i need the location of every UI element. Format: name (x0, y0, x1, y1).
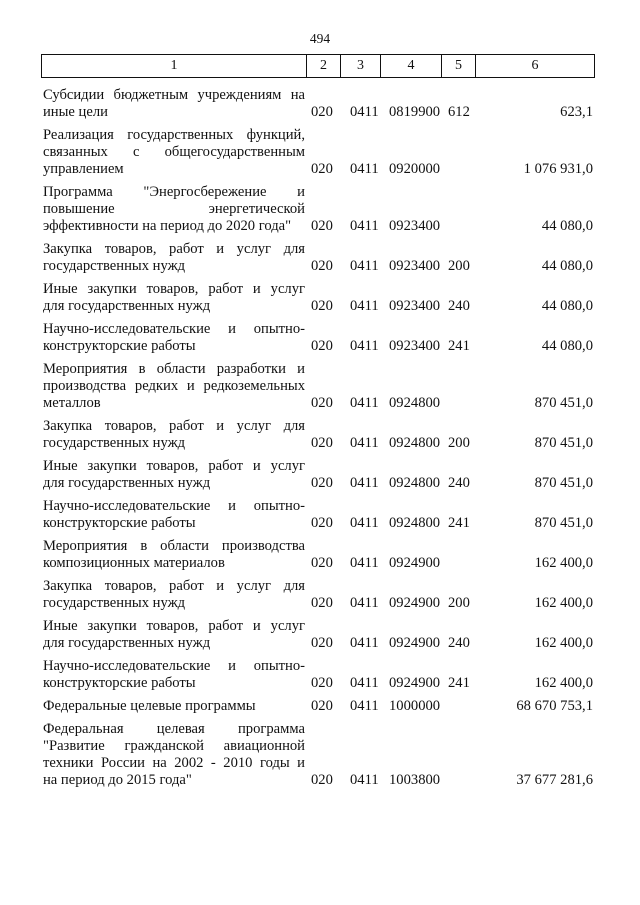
description-line: производства редких и редкоземельных (43, 378, 305, 394)
description-line: эффективности на период до 2020 года" (43, 218, 292, 234)
target-article-code: 0924900 (389, 555, 441, 571)
row-description (43, 361, 305, 412)
description-line: Иные закупки товаров, работ и услуг (43, 618, 305, 634)
description-line: Мероприятия в области производства (43, 538, 305, 554)
table-row (0, 87, 640, 121)
row-description (43, 578, 305, 612)
row-description (43, 281, 305, 315)
ministry-code: 020 (311, 675, 333, 691)
table-row (0, 321, 640, 355)
description-line: Федеральные целевые программы (43, 698, 256, 714)
ministry-code: 020 (311, 595, 333, 611)
section-code: 0411 (350, 475, 379, 491)
table-header (41, 54, 595, 78)
section-code: 0411 (350, 515, 379, 531)
section-code: 0411 (350, 218, 379, 234)
ministry-code: 020 (311, 218, 333, 234)
section-code: 0411 (350, 395, 379, 411)
amount-value: 1 076 931,0 (523, 161, 593, 177)
ministry-code: 020 (311, 698, 333, 714)
description-line: техники России на 2002 - 2010 годы и (43, 755, 305, 771)
expense-type-code: 241 (448, 338, 470, 354)
target-article-code: 0923400 (389, 218, 441, 234)
table-row (0, 281, 640, 315)
row-description (43, 184, 305, 235)
table-row (0, 127, 640, 178)
description-line: металлов (43, 395, 101, 411)
header-col-5: 5 (455, 58, 462, 73)
target-article-code: 0924800 (389, 435, 441, 451)
description-line: Научно-исследовательские и опытно- (43, 498, 305, 514)
description-line: государственных нужд (43, 595, 186, 611)
ministry-code: 020 (311, 555, 333, 571)
ministry-code: 020 (311, 772, 333, 788)
amount-value: 870 451,0 (534, 395, 593, 411)
description-line: Закупка товаров, работ и услуг для (43, 241, 305, 257)
section-code: 0411 (350, 698, 379, 714)
expense-type-code: 241 (448, 675, 470, 691)
target-article-code: 0920000 (389, 161, 441, 177)
table-row (0, 498, 640, 532)
description-line: "Развитие гражданской авиационной (43, 738, 305, 754)
section-code: 0411 (350, 555, 379, 571)
row-description (43, 321, 305, 355)
expense-type-code: 200 (448, 258, 470, 274)
description-line: для государственных нужд (43, 298, 211, 314)
description-line: конструкторские работы (43, 338, 196, 354)
target-article-code: 0819900 (389, 104, 441, 120)
description-line: для государственных нужд (43, 475, 211, 491)
row-description (43, 241, 305, 275)
table-row (0, 658, 640, 692)
description-line: для государственных нужд (43, 635, 211, 651)
expense-type-code: 612 (448, 104, 470, 120)
description-line: Научно-исследовательские и опытно- (43, 321, 305, 337)
amount-value: 44 080,0 (541, 218, 593, 234)
section-code: 0411 (350, 258, 379, 274)
description-line: Иные закупки товаров, работ и услуг (43, 458, 305, 474)
target-article-code: 0924800 (389, 475, 441, 491)
target-article-code: 0924900 (389, 675, 441, 691)
table-row (0, 184, 640, 235)
header-col-2: 2 (320, 58, 327, 73)
target-article-code: 0923400 (389, 298, 441, 314)
ministry-code: 020 (311, 338, 333, 354)
row-description (43, 658, 305, 692)
description-line: Закупка товаров, работ и услуг для (43, 578, 305, 594)
ministry-code: 020 (311, 515, 333, 531)
description-line: управлением (43, 161, 124, 177)
amount-value: 44 080,0 (541, 338, 593, 354)
expense-type-code: 241 (448, 515, 470, 531)
description-line: конструкторские работы (43, 515, 196, 531)
ministry-code: 020 (311, 104, 333, 120)
page-number: 494 (309, 31, 331, 46)
section-code: 0411 (350, 595, 379, 611)
header-col-3: 3 (357, 58, 364, 73)
header-col-6: 6 (531, 58, 539, 73)
section-code: 0411 (350, 161, 379, 177)
row-description (43, 538, 305, 572)
table-row (0, 618, 640, 652)
section-code: 0411 (350, 635, 379, 651)
amount-value: 870 451,0 (534, 475, 593, 491)
table-row (0, 361, 640, 412)
ministry-code: 020 (311, 161, 333, 177)
table-row (0, 241, 640, 275)
table-row (0, 721, 640, 789)
amount-value: 162 400,0 (534, 555, 593, 571)
description-line: повышение энергетической (43, 201, 305, 217)
target-article-code: 0924900 (389, 595, 441, 611)
table-row (0, 418, 640, 452)
section-code: 0411 (350, 772, 379, 788)
description-line: Научно-исследовательские и опытно- (43, 658, 305, 674)
ministry-code: 020 (311, 258, 333, 274)
ministry-code: 020 (311, 395, 333, 411)
ministry-code: 020 (311, 435, 333, 451)
row-description (43, 458, 305, 492)
description-line: Реализация государственных функций, (43, 127, 305, 143)
target-article-code: 1003800 (389, 772, 441, 788)
header-col-1: 1 (170, 58, 178, 73)
ministry-code: 020 (311, 635, 333, 651)
description-line: связанных с общегосударственным (43, 144, 305, 160)
target-article-code: 0924800 (389, 395, 441, 411)
section-code: 0411 (350, 298, 379, 314)
description-line: государственных нужд (43, 435, 186, 451)
expense-type-code: 240 (448, 475, 470, 491)
amount-value: 623,1 (560, 104, 593, 120)
description-line: Субсидии бюджетным учреждениям на (43, 87, 305, 103)
amount-value: 870 451,0 (534, 435, 593, 451)
section-code: 0411 (350, 104, 379, 120)
expense-type-code: 200 (448, 435, 470, 451)
amount-value: 162 400,0 (534, 595, 593, 611)
section-code: 0411 (350, 675, 379, 691)
target-article-code: 0923400 (389, 338, 441, 354)
row-description (43, 498, 305, 532)
table-row (0, 458, 640, 492)
expense-type-code: 240 (448, 298, 470, 314)
description-line: Мероприятия в области разработки и (43, 361, 305, 377)
amount-value: 68 670 753,1 (516, 698, 593, 714)
amount-value: 162 400,0 (534, 635, 593, 651)
description-line: композиционных материалов (43, 555, 225, 571)
description-line: Федеральная целевая программа (43, 721, 305, 737)
amount-value: 37 677 281,6 (516, 772, 593, 788)
row-description (43, 618, 305, 652)
ministry-code: 020 (311, 298, 333, 314)
amount-value: 44 080,0 (541, 298, 593, 314)
table-row (0, 538, 640, 572)
target-article-code: 0924900 (389, 635, 441, 651)
amount-value: 162 400,0 (534, 675, 593, 691)
section-code: 0411 (350, 435, 379, 451)
row-description (43, 418, 305, 452)
expense-type-code: 240 (448, 635, 470, 651)
target-article-code: 0923400 (389, 258, 441, 274)
row-description (43, 721, 305, 789)
target-article-code: 1000000 (389, 698, 441, 714)
table-row (0, 578, 640, 612)
description-line: государственных нужд (43, 258, 186, 274)
amount-value: 870 451,0 (534, 515, 593, 531)
section-code: 0411 (350, 338, 379, 354)
description-line: Программа "Энергосбережение и (43, 184, 305, 200)
description-line: иные цели (43, 104, 108, 120)
description-line: на период до 2015 года" (43, 772, 192, 788)
row-description (43, 127, 305, 178)
header-col-4: 4 (407, 58, 415, 73)
description-line: Иные закупки товаров, работ и услуг (43, 281, 305, 297)
description-line: конструкторские работы (43, 675, 196, 691)
expense-type-code: 200 (448, 595, 470, 611)
ministry-code: 020 (311, 475, 333, 491)
table-row (0, 698, 640, 715)
row-description (43, 698, 305, 715)
target-article-code: 0924800 (389, 515, 441, 531)
amount-value: 44 080,0 (541, 258, 593, 274)
row-description (43, 87, 305, 121)
description-line: Закупка товаров, работ и услуг для (43, 418, 305, 434)
